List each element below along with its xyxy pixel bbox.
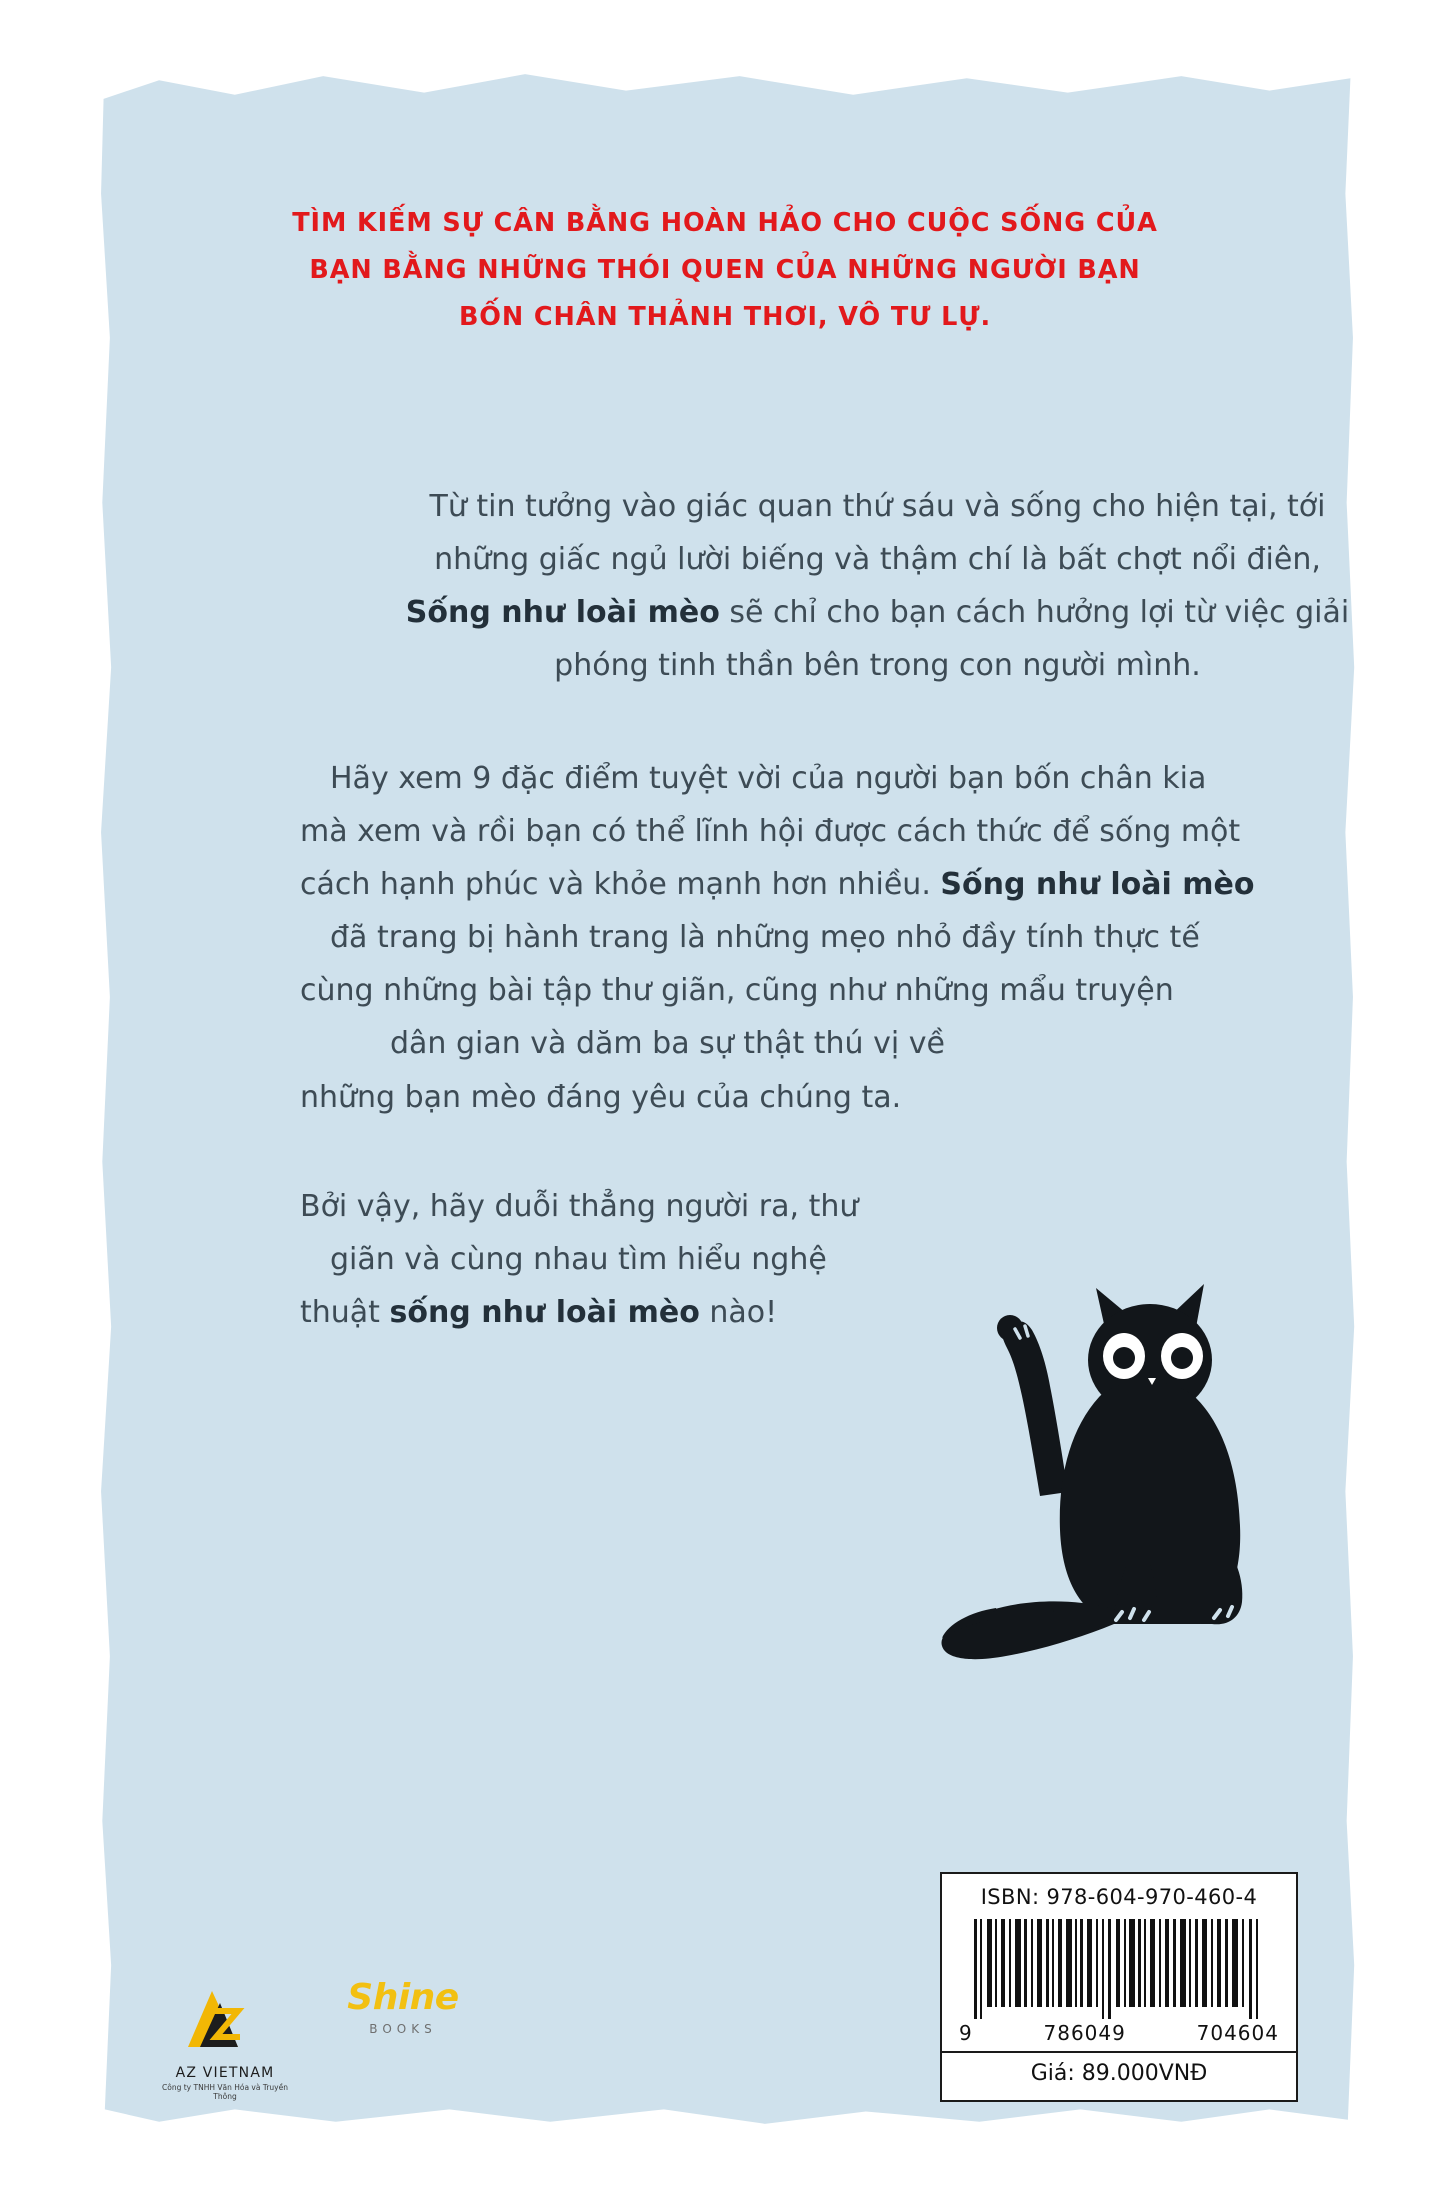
isbn-label: ISBN: 978-604-970-460-4 — [980, 1885, 1258, 1909]
barcode-digit-left: 9 — [959, 2021, 973, 2045]
paragraph-2-line-6: dân gian và dăm ba sự thật thú vị về — [390, 1026, 945, 1062]
barcode-digits — [959, 2021, 1279, 2045]
barcode-digits-group-2: 704604 — [1196, 2021, 1279, 2045]
paragraph-3-line-2: giãn và cùng nhau tìm hiểu nghệ — [330, 1242, 827, 1278]
az-vietnam-logo — [160, 1985, 290, 2101]
headline-line-3: BỐN CHÂN THẢNH THƠI, VÔ TƯ LỰ. — [458, 302, 992, 333]
black-cat-illustration — [900, 1210, 1320, 1730]
paragraph-2-line-1: Hãy xem 9 đặc điểm tuyệt vời của người bạn bốn chân kia — [330, 761, 1207, 796]
paragraph-2-line-3-rest: cách hạnh phúc và khỏe mạnh hơn nhiều. — [300, 867, 941, 903]
paragraph-1-line-3 — [300, 586, 1452, 639]
paragraph-2-line-3 — [300, 858, 1452, 911]
paragraph-3 — [300, 1180, 940, 1339]
headline-line-1: TÌM KIẾM SỰ CÂN BẰNG HOÀN HẢO CHO CUỘC SỐNG CỦA — [292, 208, 1158, 238]
barcode-graphic — [960, 1917, 1278, 2021]
price-label: Giá: 89.000VNĐ — [942, 2051, 1296, 2086]
paragraph-2-line-7: những bạn mèo đáng yêu của chúng ta. — [300, 1079, 902, 1115]
shine-subtitle: BOOKS — [369, 2022, 437, 2036]
book-title-emphasis: Sống như loài mèo — [405, 595, 720, 631]
paragraph-2-line-5: cùng những bài tập thư giãn, cũng như những mẩu truyện — [300, 973, 1174, 1009]
paragraph-1-line-3-rest: sẽ chỉ cho bạn cách hưởng lợi từ việc giải — [719, 595, 1350, 631]
paragraph-2 — [300, 752, 1452, 1124]
headline-line-2: BẠN BẰNG NHỮNG THÓI QUEN CỦA NHỮNG NGƯỜI BẠN — [309, 255, 1141, 286]
book-title-emphasis-3: sống như loài mèo — [389, 1295, 700, 1331]
paragraph-1-line-4: phóng tinh thần bên trong con người mình. — [554, 648, 1201, 684]
az-subtitle: Công ty TNHH Văn Hóa và Truyền Thông — [162, 2083, 288, 2101]
barcode-digits-group-1: 786049 — [1043, 2021, 1126, 2045]
shine-books-logo — [318, 1977, 488, 2036]
paragraph-3-line-1: Bởi vậy, hãy duỗi thẳng người ra, thư — [300, 1189, 859, 1224]
paragraph-2-line-2: mà xem và rồi bạn có thể lĩnh hội được cách thức để sống một — [300, 814, 1241, 850]
paragraph-1-line-2: những giấc ngủ lười biếng và thậm chí là bất chợt nổi điên, — [434, 542, 1321, 578]
paragraph-3-line-3 — [300, 1286, 940, 1339]
paragraph-3-post: nào! — [699, 1295, 778, 1331]
book-title-emphasis-2: Sống như loài mèo — [940, 867, 1255, 903]
paragraph-1 — [300, 480, 1452, 692]
az-name: AZ VIETNAM — [175, 2065, 275, 2081]
paragraph-2-line-4: đã trang bị hành trang là những mẹo nhỏ đầy tính thực tế — [330, 920, 1200, 956]
shine-wordmark: Shine — [347, 1977, 459, 2018]
paragraph-1-line-1: Từ tin tưởng vào giác quan thứ sáu và sống cho hiện tại, tới — [429, 489, 1326, 524]
paragraph-3-pre: thuật — [300, 1295, 390, 1331]
headline — [180, 200, 1270, 342]
isbn-barcode-box — [940, 1872, 1298, 2102]
az-mark-icon — [180, 1985, 270, 2055]
